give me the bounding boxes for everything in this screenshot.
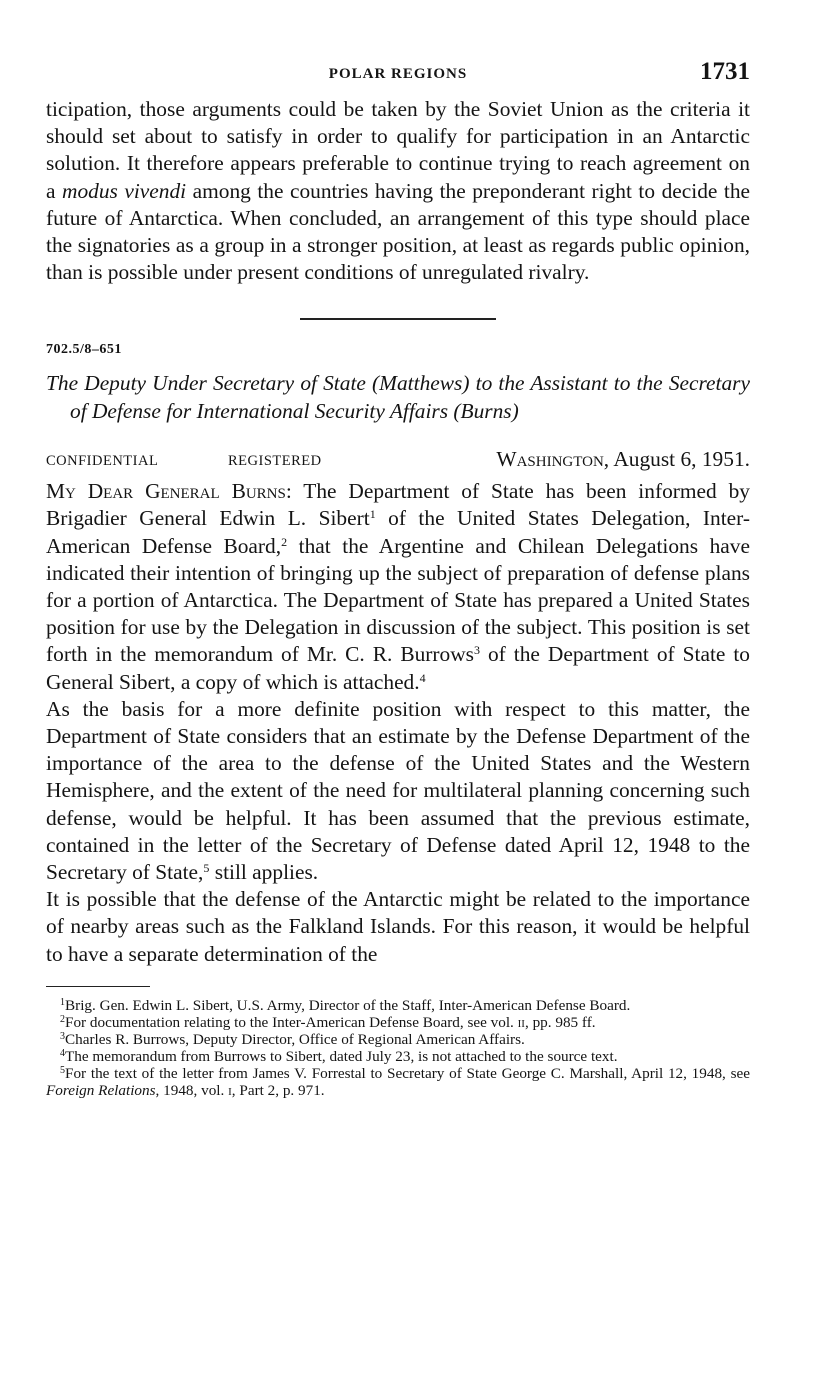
dateline — [46, 447, 750, 477]
footnote-2-number: 2 — [60, 1013, 65, 1025]
footnote-5-text-a: For the text of the letter from James V. Forrestal to Secretary of State George C. Marshall, April 12, 1948, see — [65, 1064, 750, 1082]
body-paragraph-2 — [46, 696, 750, 886]
footnote-ref-1: 1 — [369, 507, 376, 522]
p1-text-c: that the Argentine and Chilean Delegations have indicated their intention of bringing up the subject of preparation of defense plans for a portion of Antarctica. The Department of State has prepared a United States position for use by the Delegation in discussion of the subject. This position is set forth in the memorandum of Mr. C. R. Burrows — [46, 533, 750, 667]
footnote-5-publication: Foreign Relations — [46, 1081, 156, 1099]
footnote-3 — [46, 1031, 750, 1048]
footnote-2-text-b: , pp. 985 ff. — [524, 1013, 596, 1031]
footnote-ref-5: 5 — [203, 861, 210, 876]
document-title: The Deputy Under Secretary of State (Matthews) to the Assistant to the Secretary of Defense for International Security Affairs (Burns) — [46, 371, 750, 423]
footnote-2 — [46, 1014, 750, 1031]
place: Washington, — [496, 447, 610, 472]
footnote-ref-2: 2 — [281, 534, 288, 549]
p1-text-b: of the United States Delegation, Inter-American Defense Board, — [46, 506, 750, 558]
footnote-5-text-c: , Part 2, p. 971. — [231, 1081, 325, 1099]
classification-label: CONFIDENTIAL — [46, 453, 159, 470]
date: August 6, 1951. — [609, 447, 750, 472]
footnote-4 — [46, 1048, 750, 1065]
p2-text-a: As the basis for a more definite position with respect to this matter, the Department of State considers that an estimate by the Defense Department of the importance of the area to the defense of the United States and the Western Hemisphere, and the extent of the need for multilateral planning concerning such defense, would be helpful. It has been assumed that the previous estimate, contained in the letter of the Secretary of Defense dated April 12, 1948 to the Secretary of State, — [46, 696, 750, 885]
footnote-3-text: Charles R. Burrows, Deputy Director, Office of Regional American Affairs. — [65, 1030, 525, 1048]
body-paragraph-3: It is possible that the defense of the Antarctic might be related to the importance of nearby areas such as the Falkland Islands. For this reason, it would be helpful to have a separate determination of the — [46, 887, 750, 966]
footnote-5-volume: i — [228, 1081, 232, 1099]
salutation: My Dear General Burns — [46, 479, 286, 504]
body-paragraph-1 — [46, 478, 750, 696]
footnote-1 — [46, 997, 750, 1014]
footnote-5-text-b: , 1948, vol. — [155, 1081, 229, 1099]
p2-text-b: still applies. — [209, 860, 319, 885]
footnote-ref-3: 3 — [474, 643, 480, 658]
page-number: 1731 — [700, 58, 750, 85]
section-divider — [300, 318, 496, 320]
footnote-ref-4: 4 — [419, 670, 426, 685]
modus-vivendi-term: modus vivendi — [62, 178, 187, 203]
footnote-5 — [46, 1065, 750, 1099]
registered-label: REGISTERED — [228, 453, 322, 470]
continuation-text-b: among the countries having the preponderant right to decide the future of Antarctica. When concluded, an arrangement of this type should place the signatories as a group in a stronger position, at least as regards public opinion, than is possible under present conditions of unregulated rivalry. — [46, 178, 751, 285]
p1-text-a: : The Department of State has been informed by Brigadier General Edwin L. Sibert — [46, 479, 750, 531]
document-page — [46, 58, 750, 1099]
footnote-divider — [46, 986, 150, 987]
footnote-4-text: The memorandum from Burrows to Sibert, dated July 23, is not attached to the source text. — [65, 1047, 618, 1065]
footnote-1-text: Brig. Gen. Edwin L. Sibert, U.S. Army, Director of the Staff, Inter-American Defense Board. — [65, 996, 631, 1014]
continuation-paragraph — [46, 96, 750, 286]
footnote-3-number: 3 — [60, 1030, 65, 1042]
footnote-1-number: 1 — [60, 996, 65, 1008]
file-number: 702.5/8–651 — [46, 342, 122, 358]
page-header — [46, 58, 750, 96]
continuation-text-a: ticipation, those arguments could be taken by the Soviet Union as the criteria it should set about to satisfy in order to qualify for participation in an Antarctic solution. It therefore appears preferable to continue trying to reach agreement on a — [46, 97, 750, 203]
footnote-2-volume: ii — [517, 1013, 525, 1031]
running-head: POLAR REGIONS — [328, 66, 468, 82]
footnote-2-text-a: For documentation relating to the Inter-American Defense Board, see vol. — [65, 1013, 518, 1031]
footnote-4-number: 4 — [60, 1047, 65, 1059]
place-date — [496, 447, 750, 472]
footnote-5-number: 5 — [60, 1064, 65, 1076]
p1-text-d: of the Department of State to General Sibert, a copy of which is attached. — [46, 642, 750, 694]
